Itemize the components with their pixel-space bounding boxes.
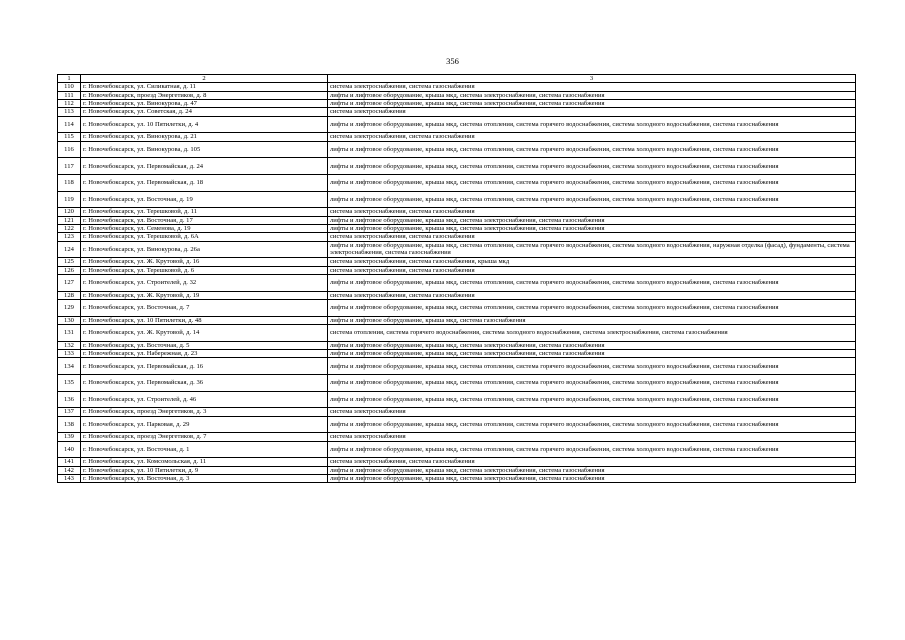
row-number: 130 — [58, 316, 81, 324]
row-number: 122 — [58, 224, 81, 232]
row-systems: лифты и лифтовое оборудование, крыша мкд, система электроснабжения, система газоснабжения — [328, 350, 856, 358]
row-systems: лифты и лифтовое оборудование, крыша мкд, система отопления, система горячего водоснабжения, система холодного водоснабжения, система газоснабжения — [328, 158, 856, 175]
row-number: 137 — [58, 408, 81, 416]
row-address: г. Новочебоксарск, ул. Восточная, д. 19 — [81, 191, 328, 208]
row-number: 131 — [58, 325, 81, 342]
row-systems: лифты и лифтовое оборудование, крыша мкд, система газоснабжения — [328, 316, 856, 324]
row-number: 135 — [58, 375, 81, 392]
row-address: г. Новочебоксарск, ул. 10 Пятилетки, д. 9 — [81, 466, 328, 474]
row-systems: лифты и лифтовое оборудование, крыша мкд, система электроснабжения, система газоснабжения — [328, 474, 856, 482]
row-number: 139 — [58, 433, 81, 441]
row-systems: система электроснабжения, система газоснабжения, крыша мкд — [328, 258, 856, 266]
row-systems: лифты и лифтовое оборудование, крыша мкд, система отопления, система горячего водоснабжения, система холодного водоснабжения, система газоснабжения — [328, 416, 856, 433]
row-number: 128 — [58, 291, 81, 299]
row-systems: лифты и лифтовое оборудование, крыша мкд, система отопления, система горячего водоснабжения, система холодного водоснабжения, система газоснабжения — [328, 141, 856, 158]
table-row — [58, 291, 856, 299]
row-number: 142 — [58, 466, 81, 474]
row-number: 119 — [58, 191, 81, 208]
table-row — [58, 174, 856, 191]
row-address: г. Новочебоксарск, ул. Восточная, д. 1 — [81, 441, 328, 458]
row-number: 124 — [58, 241, 81, 258]
row-systems: система электроснабжения — [328, 408, 856, 416]
row-systems: лифты и лифтовое оборудование, крыша мкд, система отопления, система горячего водоснабжения, система холодного водоснабжения, система газоснабжения — [328, 275, 856, 292]
table-row — [58, 108, 856, 116]
row-address: г. Новочебоксарск, проезд Энергетиков, д. 8 — [81, 91, 328, 99]
page-number: 356 — [446, 56, 459, 66]
row-number: 117 — [58, 158, 81, 175]
table-row — [58, 158, 856, 175]
table-row — [58, 408, 856, 416]
row-address: г. Новочебоксарск, проезд Энергетиков, д. 3 — [81, 408, 328, 416]
table-row — [58, 99, 856, 107]
row-address: г. Новочебоксарск, ул. Восточная, д. 3 — [81, 474, 328, 482]
table-header-row — [58, 75, 856, 83]
row-address: г. Новочебоксарск, ул. Винокурова, д. 105 — [81, 141, 328, 158]
row-systems: лифты и лифтовое оборудование, крыша мкд, система электроснабжения, система газоснабжения — [328, 224, 856, 232]
table-row — [58, 91, 856, 99]
row-systems: лифты и лифтовое оборудование, крыша мкд, система электроснабжения, система газоснабжения — [328, 216, 856, 224]
row-address: г. Новочебоксарск, ул. 10 Пятилетки, д. 4 — [81, 116, 328, 133]
row-address: г. Новочебоксарск, ул. 10 Пятилетки, д. 48 — [81, 316, 328, 324]
table-row — [58, 233, 856, 241]
row-systems: лифты и лифтовое оборудование, крыша мкд, система отопления, система горячего водоснабжения, система холодного водоснабжения, система газоснабжения — [328, 441, 856, 458]
row-systems: лифты и лифтовое оборудование, крыша мкд, система отопления, система горячего водоснабжения, система холодного водоснабжения, система газоснабжения — [328, 391, 856, 408]
row-number: 111 — [58, 91, 81, 99]
row-address: г. Новочебоксарск, ул. Комсомольская, д. 11 — [81, 458, 328, 466]
row-systems: лифты и лифтовое оборудование, крыша мкд, система электроснабжения, система газоснабжения — [328, 341, 856, 349]
row-number: 112 — [58, 99, 81, 107]
row-systems: лифты и лифтовое оборудование, крыша мкд, система отопления, система горячего водоснабжения, система холодного водоснабжения, система газоснабжения — [328, 116, 856, 133]
row-systems: лифты и лифтовое оборудование, крыша мкд, система отопления, система горячего водоснабжения, система холодного водоснабжения, система газоснабжения — [328, 300, 856, 317]
table-row — [58, 433, 856, 441]
row-address: г. Новочебоксарск, ул. Набережная, д. 23 — [81, 350, 328, 358]
row-address: г. Новочебоксарск, ул. Ж. Крутовой, д. 16 — [81, 258, 328, 266]
row-systems: лифты и лифтовое оборудование, крыша мкд, система электроснабжения, система газоснабжения — [328, 466, 856, 474]
row-address: г. Новочебоксарск, ул. Силикатная, д. 11 — [81, 83, 328, 91]
table-row — [58, 458, 856, 466]
table-row — [58, 208, 856, 216]
row-number: 118 — [58, 174, 81, 191]
row-number: 114 — [58, 116, 81, 133]
column-header-address: 2 — [81, 75, 328, 83]
table-row — [58, 300, 856, 317]
row-address: г. Новочебоксарск, ул. Советская, д. 24 — [81, 108, 328, 116]
row-number: 127 — [58, 275, 81, 292]
row-number: 121 — [58, 216, 81, 224]
table-body — [58, 83, 856, 483]
row-address: г. Новочебоксарск, ул. Винокурова, д. 47 — [81, 99, 328, 107]
row-address: г. Новочебоксарск, ул. Восточная, д. 7 — [81, 300, 328, 317]
row-number: 134 — [58, 358, 81, 375]
row-address: г. Новочебоксарск, ул. Винокурова, д. 21 — [81, 133, 328, 141]
table-row — [58, 350, 856, 358]
table-row — [58, 416, 856, 433]
row-address: г. Новочебоксарск, ул. Восточная, д. 17 — [81, 216, 328, 224]
row-address: г. Новочебоксарск, ул. Винокурова, д. 26а — [81, 241, 328, 258]
row-address: г. Новочебоксарск, ул. Терешковой, д. 11 — [81, 208, 328, 216]
row-number: 115 — [58, 133, 81, 141]
row-systems: система электроснабжения, система газоснабжения — [328, 233, 856, 241]
table-row — [58, 116, 856, 133]
row-address: г. Новочебоксарск, ул. Парковая, д. 29 — [81, 416, 328, 433]
row-number: 143 — [58, 474, 81, 482]
row-systems: лифты и лифтовое оборудование, крыша мкд, система отопления, система горячего водоснабжения, система холодного водоснабжения, наружная отделка (фасад), фундаменты, система электроснабжения, система газоснабжения — [328, 241, 856, 258]
row-number: 138 — [58, 416, 81, 433]
row-address: г. Новочебоксарск, ул. Семенова, д. 19 — [81, 224, 328, 232]
row-number: 136 — [58, 391, 81, 408]
row-systems: система отопления, система горячего водоснабжения, система холодного водоснабжения, система электроснабжения, система газоснабжения — [328, 325, 856, 342]
table-row — [58, 358, 856, 375]
table-row — [58, 191, 856, 208]
column-header-number: 1 — [58, 75, 81, 83]
row-address: г. Новочебоксарск, ул. Восточная, д. 5 — [81, 341, 328, 349]
table-row — [58, 224, 856, 232]
table-row — [58, 275, 856, 292]
row-number: 125 — [58, 258, 81, 266]
row-address: г. Новочебоксарск, ул. Ж. Крутовой, д. 14 — [81, 325, 328, 342]
row-systems: система электроснабжения, система газоснабжения — [328, 83, 856, 91]
row-number: 126 — [58, 266, 81, 274]
row-number: 133 — [58, 350, 81, 358]
row-systems: система электроснабжения — [328, 108, 856, 116]
row-systems: система электроснабжения, система газоснабжения — [328, 291, 856, 299]
table-row — [58, 141, 856, 158]
row-systems: система электроснабжения, система газоснабжения — [328, 458, 856, 466]
row-number: 141 — [58, 458, 81, 466]
column-header-systems: 3 — [328, 75, 856, 83]
row-number: 120 — [58, 208, 81, 216]
table-row — [58, 241, 856, 258]
row-address: г. Новочебоксарск, ул. Строителей, д. 32 — [81, 275, 328, 292]
row-systems: система электроснабжения, система газоснабжения — [328, 133, 856, 141]
table-row — [58, 133, 856, 141]
table-row — [58, 391, 856, 408]
row-number: 132 — [58, 341, 81, 349]
row-address: г. Новочебоксарск, ул. Ж. Крутовой, д. 19 — [81, 291, 328, 299]
table-row — [58, 266, 856, 274]
row-address: г. Новочебоксарск, проезд Энергетиков, д. 7 — [81, 433, 328, 441]
table-row — [58, 341, 856, 349]
row-address: г. Новочебоксарск, ул. Терешковой, д. 6А — [81, 233, 328, 241]
row-systems: лифты и лифтовое оборудование, крыша мкд, система отопления, система горячего водоснабжения, система холодного водоснабжения, система газоснабжения — [328, 358, 856, 375]
table-row — [58, 258, 856, 266]
table-row — [58, 216, 856, 224]
row-number: 116 — [58, 141, 81, 158]
table-row — [58, 466, 856, 474]
row-systems: система электроснабжения, система газоснабжения — [328, 208, 856, 216]
apartment-building-table — [57, 74, 856, 483]
row-systems: лифты и лифтовое оборудование, крыша мкд, система отопления, система горячего водоснабжения, система холодного водоснабжения, система газоснабжения — [328, 375, 856, 392]
row-number: 113 — [58, 108, 81, 116]
row-number: 123 — [58, 233, 81, 241]
row-number: 140 — [58, 441, 81, 458]
row-systems: система электроснабжения — [328, 433, 856, 441]
table-row — [58, 83, 856, 91]
table-row — [58, 316, 856, 324]
row-number: 110 — [58, 83, 81, 91]
row-address: г. Новочебоксарск, ул. Первомайская, д. 36 — [81, 375, 328, 392]
row-address: г. Новочебоксарск, ул. Строителей, д. 46 — [81, 391, 328, 408]
table-row — [58, 375, 856, 392]
row-systems: лифты и лифтовое оборудование, крыша мкд, система отопления, система горячего водоснабжения, система холодного водоснабжения, система газоснабжения — [328, 174, 856, 191]
row-systems: лифты и лифтовое оборудование, крыша мкд, система электроснабжения, система газоснабжения — [328, 99, 856, 107]
row-systems: лифты и лифтовое оборудование, крыша мкд, система отопления, система горячего водоснабжения, система холодного водоснабжения, система газоснабжения — [328, 191, 856, 208]
row-systems: система электроснабжения, система газоснабжения — [328, 266, 856, 274]
row-systems: лифты и лифтовое оборудование, крыша мкд, система электроснабжения, система газоснабжения — [328, 91, 856, 99]
table-row — [58, 325, 856, 342]
table-row — [58, 474, 856, 482]
row-address: г. Новочебоксарск, ул. Первомайская, д. 24 — [81, 158, 328, 175]
row-address: г. Новочебоксарск, ул. Терешковой, д. 6 — [81, 266, 328, 274]
row-address: г. Новочебоксарск, ул. Первомайская, д. 18 — [81, 174, 328, 191]
row-address: г. Новочебоксарск, ул. Первомайская, д. 16 — [81, 358, 328, 375]
table-row — [58, 441, 856, 458]
row-number: 129 — [58, 300, 81, 317]
